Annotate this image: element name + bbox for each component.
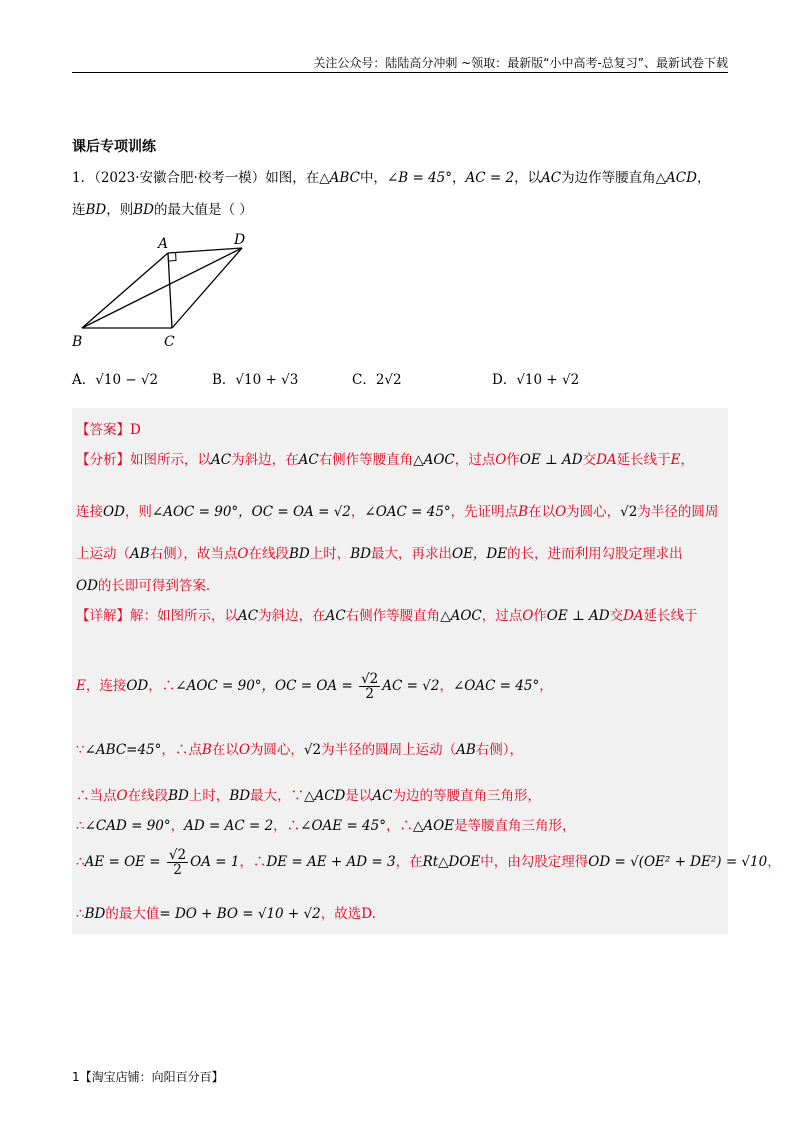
text: D	[361, 906, 372, 922]
option-a[interactable]	[72, 368, 158, 388]
option-b[interactable]	[212, 368, 298, 388]
text: ∴	[76, 906, 85, 922]
math: OE，DE	[452, 546, 508, 562]
math: √2	[303, 742, 322, 758]
text: 作	[506, 452, 520, 468]
math: △AOC	[413, 452, 455, 468]
text: ，	[170, 818, 185, 834]
math: △AOE	[412, 818, 455, 834]
math: AD = AC = 2	[184, 818, 274, 834]
option-expr: √10 + √3	[235, 372, 299, 388]
math: AB	[456, 742, 476, 758]
text: 为圆心，	[566, 504, 621, 520]
segment-ba	[82, 253, 168, 328]
label-d: D	[234, 232, 246, 248]
answer-value: D	[130, 422, 141, 438]
text: ，∴	[239, 854, 267, 871]
option-c[interactable]	[352, 368, 402, 388]
text: 为边的等腰直角三角形，	[392, 788, 541, 804]
answer-options	[72, 368, 732, 394]
text: 的长，进而利用勾股定理求出	[507, 546, 683, 562]
text: 右侧作等腰直角	[318, 452, 414, 468]
answer-line	[76, 418, 141, 438]
detail-tag: 【详解】	[76, 608, 130, 624]
text: 最大，再求出	[371, 546, 452, 562]
text: ，过点	[481, 608, 523, 624]
math: AC	[372, 788, 393, 804]
math: ∠OAC = 45°	[452, 678, 540, 695]
text: 右侧），	[475, 742, 524, 758]
text: 在以	[528, 504, 556, 520]
question-line-2	[72, 198, 253, 218]
text: 为半径的圆周上运动（	[321, 742, 457, 758]
text: ，∴	[148, 678, 176, 695]
option-label: B．	[212, 372, 236, 388]
math: BD	[168, 788, 189, 804]
text: ，先证明点	[450, 504, 519, 520]
math: AC = √2	[382, 678, 440, 695]
math: OD	[103, 504, 125, 520]
text: ，	[696, 170, 711, 186]
text: 上时，	[309, 546, 351, 562]
page-footer: 1【淘宝店铺：向阳百分百】	[72, 1070, 224, 1084]
text: O	[237, 546, 249, 562]
math: ∠AOC = 90°，OC = OA = √2	[151, 504, 351, 520]
math: = DO + BO = √10 + √2	[159, 906, 321, 922]
text: .	[371, 906, 376, 922]
text: O	[555, 504, 567, 520]
analysis-line-3	[76, 542, 683, 562]
math: BD	[350, 546, 371, 562]
section-title: 课后专项训练	[72, 139, 156, 155]
text: O	[116, 788, 128, 804]
text: ，连接	[85, 678, 127, 695]
text: ，则	[106, 202, 134, 218]
math: √2	[620, 504, 638, 520]
text: 交	[582, 452, 597, 468]
text: 最大，∵	[250, 788, 305, 804]
math: ∠OAC = 45°	[364, 504, 451, 520]
text: 为斜边，在	[258, 608, 326, 624]
math: AC	[298, 452, 319, 468]
segment-ac	[168, 253, 172, 328]
detail-line-5	[76, 814, 576, 834]
text: 解：如图所示，以	[130, 608, 238, 624]
math: BD	[85, 202, 107, 218]
math: OE ⊥ AD	[519, 452, 583, 468]
detail-line-2	[76, 672, 553, 701]
text: ∵	[76, 742, 85, 758]
label-a: A	[158, 236, 169, 252]
detail-line-4	[76, 784, 541, 804]
text: 上运动（	[76, 546, 130, 562]
fraction-numerator: √2	[168, 847, 187, 863]
text: 作	[533, 608, 547, 624]
text: 的长即可得到答案.	[97, 578, 211, 594]
text: ∴当点	[76, 788, 117, 804]
detail-line-6	[76, 848, 781, 877]
math: AC	[238, 608, 259, 624]
math: AC	[325, 608, 346, 624]
text: 延长线于	[616, 452, 671, 468]
text: 交	[609, 608, 624, 624]
text: E	[670, 452, 681, 468]
question-line-1	[72, 166, 710, 186]
math: OE ⊥ AD	[546, 608, 610, 624]
question-number: 1．	[72, 170, 95, 186]
text: O	[495, 452, 507, 468]
label-b: B	[72, 334, 83, 350]
math: ∠ABC=45°	[84, 742, 162, 758]
text: ，	[452, 170, 466, 186]
solution-box	[72, 408, 781, 934]
text: ，以	[514, 170, 542, 186]
math: AC = 2	[465, 170, 515, 186]
text: 在线段	[127, 788, 169, 804]
math: BD	[133, 202, 154, 218]
text: 如图，在	[265, 170, 320, 186]
fraction-denominator: 2	[173, 862, 182, 879]
math: OD	[76, 578, 98, 594]
text: O	[238, 742, 250, 758]
text: ，过点	[454, 452, 496, 468]
right-angle-mark	[168, 253, 176, 262]
text: B	[201, 742, 212, 758]
math: OD = √(OE² + DE²) = √10	[588, 854, 768, 871]
math: BD	[289, 546, 310, 562]
text: ，故选	[320, 906, 362, 922]
text: ，∴	[385, 818, 413, 834]
text: 为斜边，在	[231, 452, 299, 468]
option-expr: √10 + √2	[516, 372, 580, 388]
text: 连接	[76, 504, 103, 520]
text: 是等腰直角三角形，	[454, 818, 576, 834]
text: ∴	[76, 854, 85, 871]
fraction	[167, 848, 188, 877]
segment-cd	[172, 248, 242, 328]
fraction	[359, 672, 380, 701]
text: DA	[596, 452, 617, 468]
label-c: C	[164, 334, 175, 350]
analysis-tag: 【分析】	[76, 452, 130, 468]
text: ，	[350, 504, 365, 520]
analysis-line-1	[76, 448, 694, 468]
option-label: C．	[352, 372, 376, 388]
text: 是以	[345, 788, 373, 804]
geometry-figure	[72, 228, 272, 352]
math: AC	[211, 452, 232, 468]
text: ，	[439, 678, 453, 695]
text: 为半径的圆周	[637, 504, 719, 520]
text: 上时，	[188, 788, 230, 804]
text: ，	[767, 854, 781, 871]
text: 如图所示，以	[130, 452, 211, 468]
text: B	[518, 504, 529, 520]
math: DE = AE + AD = 3	[266, 854, 396, 871]
analysis-line-2	[76, 500, 718, 520]
text: 中，	[359, 170, 387, 186]
answer-tag: 【答案】	[76, 422, 130, 438]
text: ，∴点	[161, 742, 202, 758]
text: 的最大值是（ ）	[154, 202, 253, 218]
math: BD	[229, 788, 251, 804]
text: 的最大值	[105, 906, 160, 922]
text: 为边作等腰直角	[561, 170, 656, 186]
math: △AOC	[440, 608, 482, 624]
math: Rt△DOE	[422, 854, 481, 871]
text: 中，由勾股定理得	[480, 854, 589, 871]
page-header: 关注公众号：陆陆高分冲刺 ~领取：最新版“小中高考-总复习”、最新试卷下载	[313, 56, 728, 70]
math: △ACD	[655, 170, 697, 186]
header-divider	[72, 72, 728, 73]
math: ∠CAD = 90°	[84, 818, 171, 834]
text: 右侧作等腰直角	[345, 608, 441, 624]
segment-bd	[82, 248, 242, 328]
text: DA	[623, 608, 644, 624]
text: 右侧），故当点	[149, 546, 238, 562]
text: 连	[72, 202, 86, 218]
analysis-line-4	[76, 574, 210, 594]
text: 在以	[211, 742, 239, 758]
text: 在线段	[248, 546, 289, 562]
math: ∠AOC = 90°，OC = OA =	[175, 678, 358, 695]
math: AE = OE =	[84, 854, 165, 871]
math: OA = 1	[190, 854, 240, 871]
text: O	[522, 608, 534, 624]
detail-line-1	[76, 604, 698, 624]
text: ，	[680, 452, 695, 468]
fraction-denominator: 2	[365, 686, 374, 703]
math: BD	[84, 906, 106, 922]
math: AB	[130, 546, 150, 562]
math: △ABC	[319, 170, 360, 186]
text: ，	[539, 678, 553, 695]
segment-ad	[168, 248, 242, 253]
text: ，在	[395, 854, 423, 871]
math: ∠B = 45°	[386, 170, 452, 186]
detail-line-7	[76, 902, 376, 922]
fraction-numerator: √2	[361, 671, 379, 687]
math: ∠OAE = 45°	[300, 818, 386, 834]
option-label: D．	[492, 372, 517, 388]
option-d[interactable]	[492, 368, 579, 388]
text: E	[76, 678, 86, 695]
text: ，∴	[273, 818, 301, 834]
text: ∴	[76, 818, 85, 834]
text: ，则	[124, 504, 152, 520]
math: AC	[541, 170, 562, 186]
option-label: A．	[72, 372, 96, 388]
option-expr: 2√2	[375, 372, 402, 388]
text: 延长线于	[643, 608, 698, 624]
detail-line-3	[76, 738, 523, 758]
question-source: （2023·安徽合肥·校考一模）	[94, 170, 266, 186]
option-expr: √10 − √2	[95, 372, 159, 388]
math: OD	[126, 678, 149, 695]
math: △ACD	[304, 788, 346, 804]
text: 为圆心，	[249, 742, 304, 758]
